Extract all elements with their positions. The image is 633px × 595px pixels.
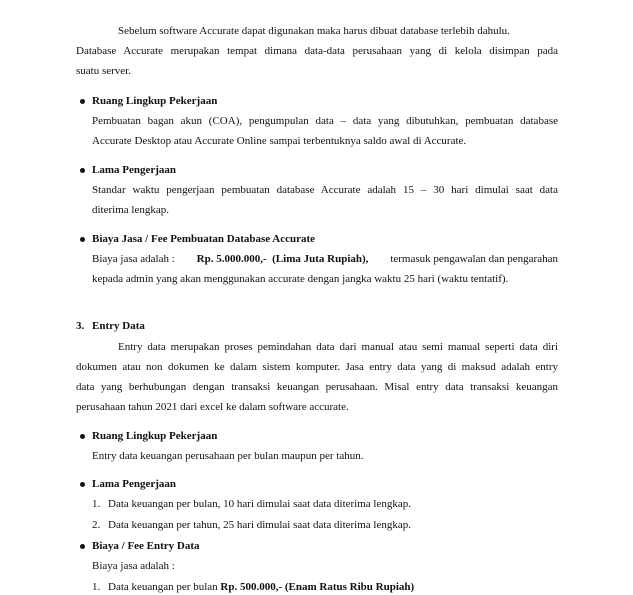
bullet-icon: [80, 237, 85, 242]
entry-duration-heading: Lama Pengerjaan: [92, 478, 177, 490]
db-duration-line-2: diterima lengkap.: [92, 204, 169, 216]
db-fee-heading: Biaya Jasa / Fee Pembuatan Database Accurate: [92, 233, 316, 245]
intro-line-2: Database Accurate merupakan tempat dimana data-data perusahaan yang di kelola disimpan pada: [76, 45, 558, 57]
db-scope-line-2: Accurate Desktop atau Accurate Online sampai terbentuknya saldo awal di Accurate.: [92, 135, 467, 147]
db-fee-line-2: kepada admin yang akan menggunakan accurate dengan jangka waktu 25 hari (waktu tentatif).: [92, 273, 509, 285]
entry-scope-heading: Ruang Lingkup Pekerjaan: [92, 430, 218, 442]
db-fee-line-1: [92, 252, 558, 266]
entry-line-4: perusahaan tahun 2021 dari excel ke dalam software accurate.: [76, 401, 349, 413]
list-item-number: 1.: [92, 581, 101, 593]
db-fee-prefix: Biaya jasa adalah :: [92, 253, 175, 265]
section-title: Entry Data: [92, 320, 145, 332]
entry-scope-line-1: Entry data keuangan perusahaan per bulan maupun per tahun.: [92, 450, 364, 462]
db-duration-heading: Lama Pengerjaan: [92, 164, 177, 176]
bullet-icon: [80, 544, 85, 549]
intro-line-3: suatu server.: [76, 65, 131, 77]
bullet-icon: [80, 99, 85, 104]
list-item: Data keuangan per tahun, 25 hari dimulai saat data diterima lengkap.: [108, 519, 411, 531]
entry-fee-heading: Biaya / Fee Entry Data: [92, 540, 200, 552]
list-item: [108, 580, 414, 594]
list-item-number: 1.: [92, 498, 101, 510]
bullet-icon: [80, 168, 85, 173]
entry-fee-item-text: Data keuangan per bulan: [108, 581, 218, 593]
list-item: Data keuangan per bulan, 10 hari dimulai saat data diterima lengkap.: [108, 498, 411, 510]
entry-fee-intro: Biaya jasa adalah :: [92, 560, 175, 572]
db-fee-amount: Rp. 5.000.000,- (Lima Juta Rupiah),: [196, 253, 369, 265]
entry-line-3: data yang berhubungan dengan transaksi keuangan perusahaan. Misal entry data transaksi keuangan: [76, 381, 558, 393]
section-number: 3.: [76, 320, 85, 332]
db-scope-heading: Ruang Lingkup Pekerjaan: [92, 95, 218, 107]
db-scope-line-1: Pembuatan bagan akun (COA), pengumpulan data – data yang dibutuhkan, pembuatan database: [92, 115, 558, 127]
db-fee-suffix: termasuk pengawalan dan pengarahan: [390, 253, 558, 265]
bullet-icon: [80, 434, 85, 439]
bullet-icon: [80, 482, 85, 487]
intro-line-1: Sebelum software Accurate dapat digunakan maka harus dibuat database terlebih dahulu.: [118, 25, 510, 37]
list-item-number: 2.: [92, 519, 101, 531]
entry-fee-item-amount: Rp. 500.000,- (Enam Ratus Ribu Rupiah): [220, 581, 415, 593]
entry-line-1: Entry data merupakan proses pemindahan data dari manual atau semi manual seperti data diri: [118, 341, 558, 353]
entry-line-2: dokumen atau non dokumen ke dalam sistem komputer. Jasa entry data yang di maksud adalah entry: [76, 361, 558, 373]
db-duration-line-1: Standar waktu pengerjaan pembuatan database Accurate adalah 15 – 30 hari dimulai saat data: [92, 184, 558, 196]
